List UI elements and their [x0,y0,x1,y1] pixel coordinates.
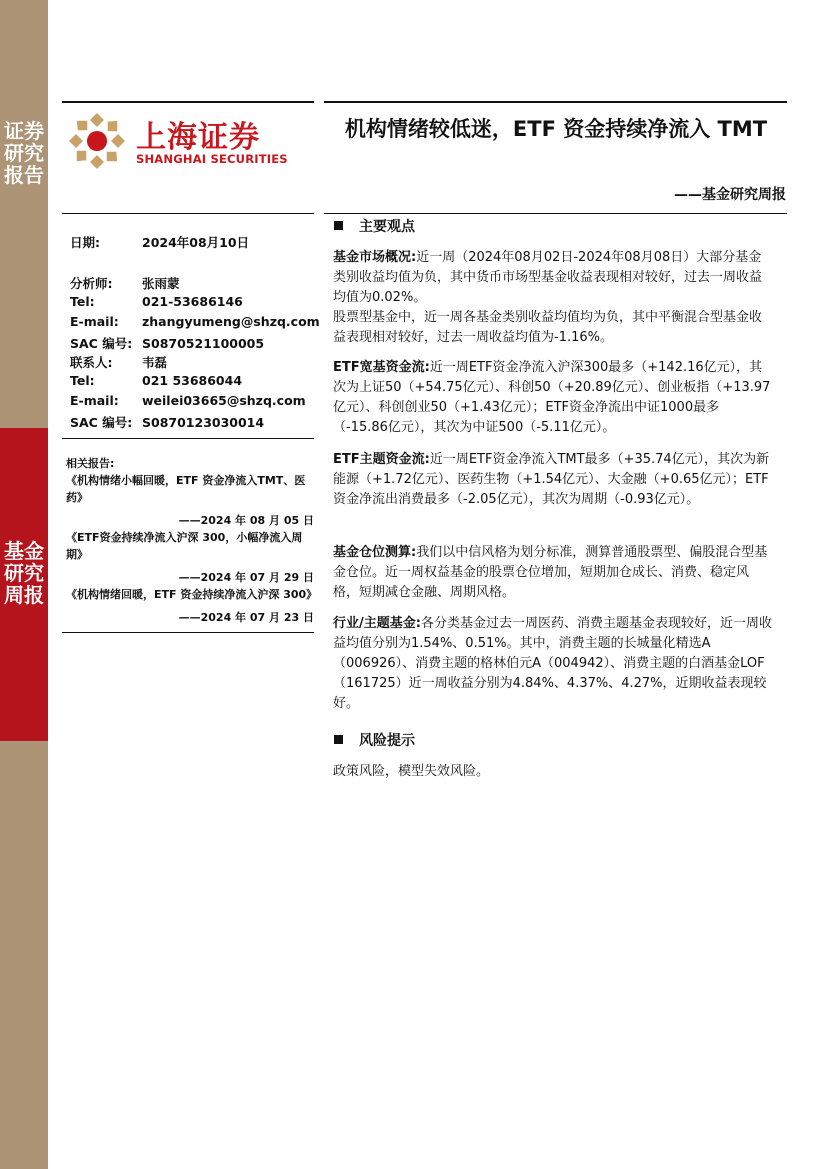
position-label: 基金仓位测算: [333,545,417,560]
tel1-row [70,294,243,309]
sac1-row [70,334,264,352]
analyst-label: 分析师: [70,276,113,291]
related-item-date: ——2024 年 07 月 29 日 [178,571,314,584]
sac1-label: SAC 编号: [70,336,133,351]
contact-row [70,353,167,371]
equity-fund-text: 股票型基金中，近一周各基金类别收益均值均为负，其中平衡混合型基金收益表现相对较好，过去一周收益均值为-1.16%。 [333,310,763,345]
analyst-name: 张雨蒙 [142,276,180,291]
tel2-value: 021 53686044 [142,373,243,388]
contact-name: 韦磊 [142,355,168,370]
risk-heading: 风险提示 [334,730,415,750]
header-rule-right [324,101,787,103]
related-rule-bottom [62,632,314,633]
sidebar-top-label: 证券研究报告 [4,119,44,187]
email2-label: E-mail: [70,393,119,408]
info-rule-bottom [62,438,314,439]
email1-row [70,314,320,329]
position-paragraph [333,543,773,603]
date-value: 2024年08月10日 [142,235,250,250]
email1-value[interactable]: zhangyumeng@shzq.com [142,314,320,329]
header-rule-left [62,101,314,103]
sac2-row [70,413,264,431]
sac1-value: S0870521100005 [142,336,265,351]
market-overview-paragraph [333,248,773,308]
related-item-date: ——2024 年 08 月 05 日 [178,514,314,527]
report-subtitle: ——基金研究周报 [674,187,786,203]
market-overview-text: 近一周（2024年08月02日-2024年08月08日）大部分基金类别收益均值为负，其中货币市场型基金收益表现相对较好，过去一周收益均值为0.02%。 [333,250,763,305]
date-row [70,233,249,251]
broad-etf-label: ETF宽基资金流: [333,360,430,375]
tel1-value: 021-53686146 [142,294,243,309]
sac2-value: S0870123030014 [142,415,265,430]
sidebar-bottom-label: 基金研究周报 [4,539,44,607]
equity-fund-paragraph [333,308,773,348]
date-label: 日期: [70,235,100,250]
risk-paragraph [333,762,773,782]
square-bullet-icon [334,221,343,230]
contact-label: 联系人: [70,355,113,370]
industry-theme-paragraph [333,614,773,714]
logo-text-en: SHANGHAI SECURITIES [136,152,288,166]
theme-etf-label: ETF主题资金流: [333,452,430,467]
logo-mark-icon [66,110,128,172]
email1-label: E-mail: [70,314,119,329]
broad-etf-paragraph [333,358,773,438]
main-rule-top [324,213,787,214]
related-heading: 相关报告: [66,457,115,470]
theme-etf-text: 近一周ETF资金净流入TMT最多（+35.74亿元），其次为新能源（+1.72亿元）、医药生物（+1.54亿元）、大金融（+0.65亿元）；ETF资金净流出消费最多（-2.05亿元），其次为周期（-0.93亿元）。 [333,452,770,507]
theme-etf-paragraph [333,450,773,510]
tel1-label: Tel: [70,294,95,309]
related-reports [66,455,318,626]
square-bullet-icon [334,735,343,744]
market-overview-label: 基金市场概况: [333,250,417,265]
tel2-label: Tel: [70,373,95,388]
email2-value[interactable]: weilei03665@shzq.com [142,393,306,408]
company-logo [66,112,286,172]
industry-theme-label: 行业/主题基金: [333,616,421,631]
industry-theme-text: 各分类基金过去一周医药、消费主题基金表现较好，近一周收益均值分别为1.54%、0.51%。其中，消费主题的长城量化精选A（006926）、消费主题的格林伯元A（004942）、消费主题的白酒基金LOF（161725）近一周收益分别为4.84%、4.37%、4.27%，近期收益表现较好。 [333,616,772,711]
risk-text: 政策风险，模型失效风险。 [333,764,490,779]
email2-row [70,393,306,408]
analyst-row [70,274,180,292]
related-item-title[interactable]: 《机构情绪小幅回暖，ETF 资金净流入TMT、医药》 [66,474,306,504]
report-title: 机构情绪较低迷，ETF 资金持续净流入 TMT [344,117,768,141]
related-item-date: ——2024 年 07 月 23 日 [178,611,314,624]
main-points-heading: 主要观点 [334,216,415,236]
info-rule-top [62,213,314,214]
related-item-title[interactable]: 《机构情绪回暖，ETF 资金持续净流入沪深 300》 [66,588,318,601]
related-item-title[interactable]: 《ETF资金持续净流入沪深 300，小幅净流入周期》 [66,531,303,561]
logo-text-cn: 上海证券 [136,120,260,155]
position-text: 我们以中信风格为划分标准，测算普通股票型、偏股混合型基金仓位。近一周权益基金的股票仓位增加，短期加仓成长、消费、稳定风格，短期减仓金融、周期风格。 [333,545,768,600]
broad-etf-text: 近一周ETF资金净流入沪深300最多（+142.16亿元），其次为上证50（+54.75亿元）、科创50（+20.89亿元）、创业板指（+13.97亿元）、科创创业50（+1.43亿元）；ETF资金净流出中证1000最多（-15.86亿元），其次为中证500（-5.11亿元）。 [333,360,771,435]
tel2-row [70,373,242,388]
sac2-label: SAC 编号: [70,415,133,430]
